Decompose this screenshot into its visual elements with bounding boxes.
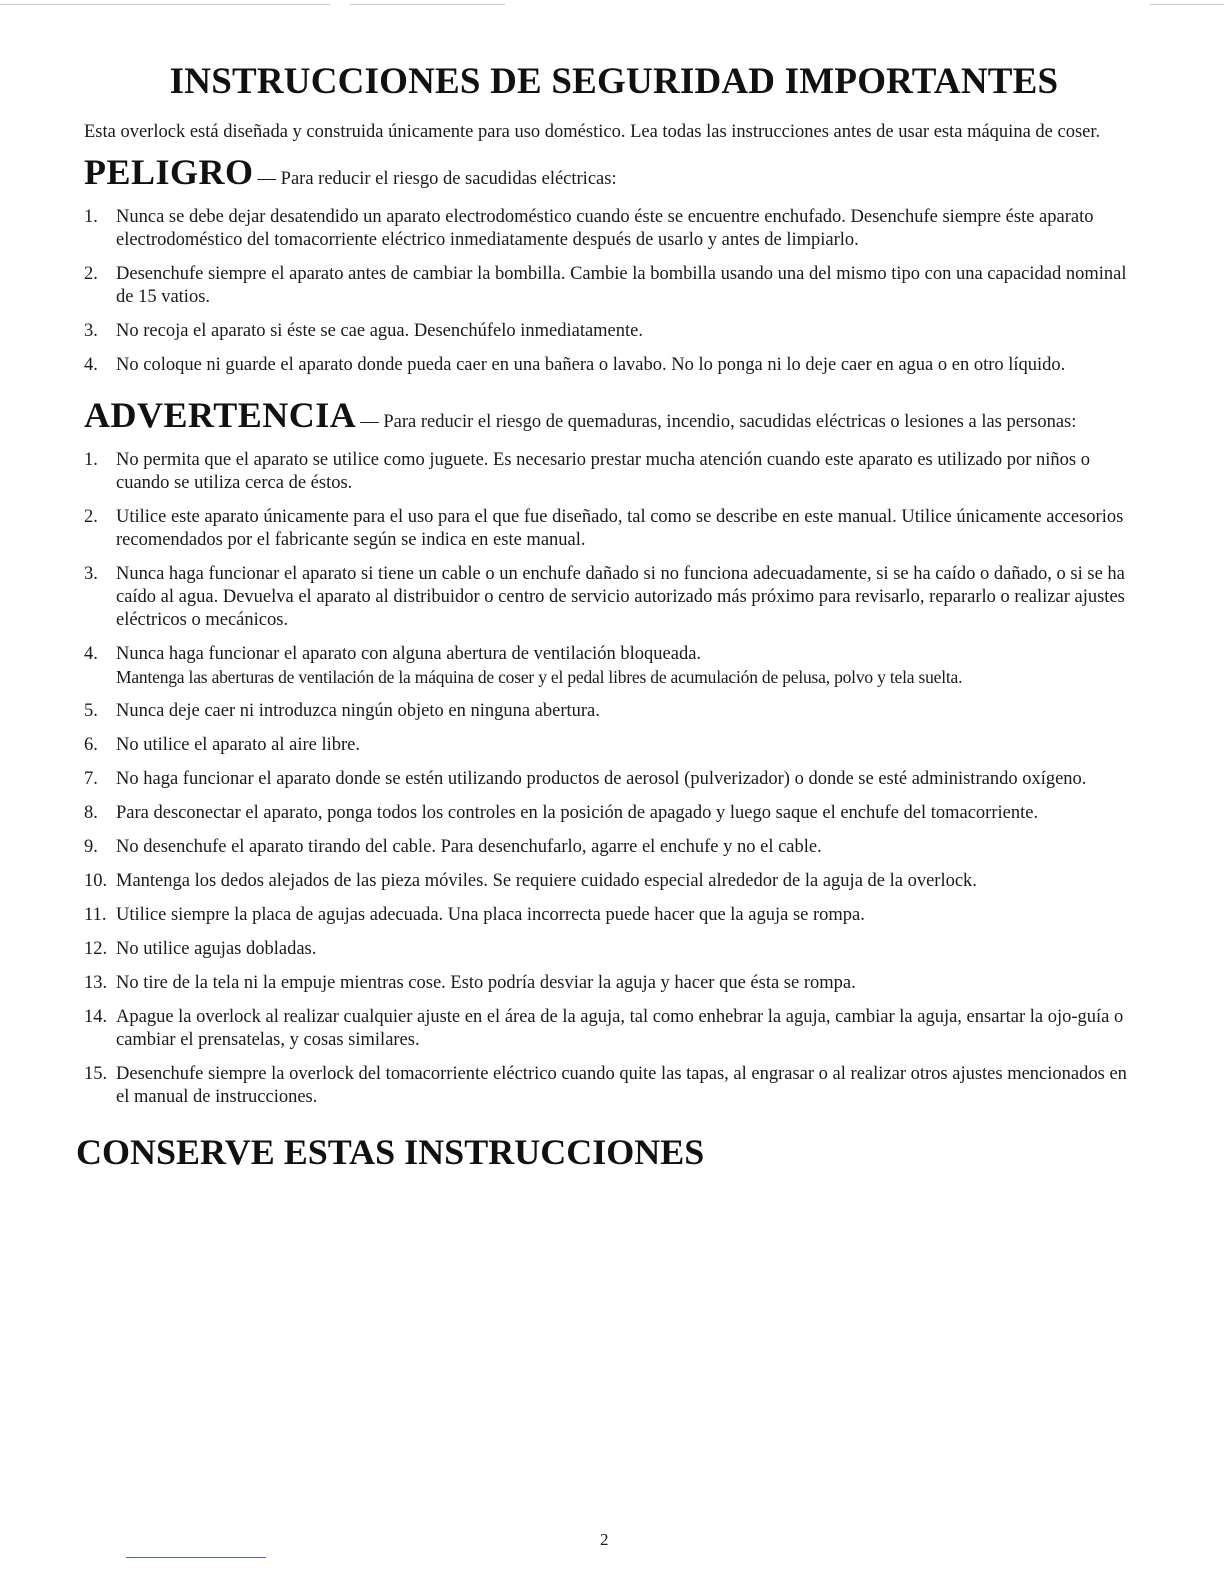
item-text: Mantenga los dedos alejados de las pieza móviles. Se requiere cuidado especial alrededor de la aguja de la overlock. [116,871,977,891]
warning-heading: ADVERTENCIA [84,395,357,435]
item-text-block [116,354,1144,377]
item-text-block [116,320,1144,343]
item-text-block [116,768,1144,791]
item-number: 7. [84,769,98,789]
item-number: 14. [84,1007,108,1027]
item-text: No coloque ni guarde el aparato donde pueda caer en una bañera o lavabo. No lo ponga ni lo deje caer en agua o en otro líquido. [116,355,1066,375]
item-text-block [116,206,1144,252]
item-number: 15. [84,1064,108,1084]
item-text: No desenchufe el aparato tirando del cable. Para desenchufarlo, agarre el enchufe y no el cable. [116,837,822,857]
item-number: 12. [84,939,108,959]
item-number: 6. [84,735,98,755]
list-item [84,938,1144,961]
item-number: 1. [84,450,98,470]
document-page [76,60,1144,1173]
item-number: 3. [84,564,98,584]
page-title: INSTRUCCIONES DE SEGURIDAD IMPORTANTES [169,61,1059,102]
intro-paragraph: Esta overlock está diseñada y construida únicamente para uso doméstico. Lea todas las instrucciones antes de usar esta máquina de coser. [84,122,1101,142]
item-text: Desenchufe siempre el aparato antes de cambiar la bombilla. Cambie la bombilla usando una del mismo tipo con una capacidad nominal de 15 vatios. [116,264,1127,307]
scan-edge-line [1150,4,1224,5]
item-text: Nunca se debe dejar desatendido un aparato electrodoméstico cuando éste se encuentre enchufado. Desenchufe siempre éste aparato electrodoméstico del tomacorriente eléctrico inmediatamente después de usarlo y antes de limpiarlo. [116,207,1094,250]
warning-section-header [84,395,1144,435]
item-text-block [116,643,1144,689]
item-text: Utilice siempre la placa de agujas adecuada. Una placa incorrecta puede hacer que la aguja se rompa. [116,905,865,925]
item-text-block [116,263,1144,309]
item-text-block [116,449,1144,495]
closing-title: CONSERVE ESTAS INSTRUCCIONES [76,1132,705,1172]
list-item [84,563,1144,632]
item-text: Utilice este aparato únicamente para el uso para el que fue diseñado, tal como se describe en este manual. Utilice únicamente accesorios recomendados por el fabricante según se indica en este manual. [116,507,1124,550]
item-text: Nunca haga funcionar el aparato con alguna abertura de ventilación bloqueada. [116,644,702,664]
item-text: No utilice agujas dobladas. [116,939,317,959]
item-text-block [116,1063,1144,1109]
scan-edge-line [350,4,505,5]
item-number: 8. [84,803,98,823]
item-number: 1. [84,207,98,227]
item-number: 13. [84,973,108,993]
danger-list [84,206,1144,377]
item-text-block [116,506,1144,552]
list-item [84,1006,1144,1052]
warning-list [84,449,1144,1109]
item-text-block [116,700,1144,723]
item-number: 5. [84,701,98,721]
item-subline: Mantenga las aberturas de ventilación de la máquina de coser y el pedal libres de acumulación de pelusa, polvo y tela suelta. [116,667,963,687]
item-number: 10. [84,871,108,891]
danger-section-header [84,152,1144,192]
item-number: 9. [84,837,98,857]
list-item [84,768,1144,791]
list-item [84,700,1144,723]
item-text: Para desconectar el aparato, ponga todos los controles en la posición de apagado y luego saque el enchufe del tomacorriente. [116,803,1039,823]
list-item [84,734,1144,757]
warning-note: — Para reducir el riesgo de quemaduras, incendio, sacudidas eléctricas o lesiones a las personas: [360,412,1077,432]
list-item [84,870,1144,893]
item-text: No tire de la tela ni la empuje mientras cose. Esto podría desviar la aguja y hacer que ésta se rompa. [116,973,856,993]
list-item [84,320,1144,343]
list-item [84,354,1144,377]
item-text: No utilice el aparato al aire libre. [116,735,360,755]
item-number: 3. [84,321,98,341]
item-text-block [116,1006,1144,1052]
item-number: 2. [84,507,98,527]
list-item [84,802,1144,825]
list-item [84,1063,1144,1109]
item-text: Apague la overlock al realizar cualquier ajuste en el área de la aguja, tal como enhebrar la aguja, cambiar la aguja, ensartar la ojo-guía o cambiar el prensatelas, y cosas similares. [116,1007,1124,1050]
item-text: No haga funcionar el aparato donde se estén utilizando productos de aerosol (pulverizador) o donde se esté administrando oxígeno. [116,769,1087,789]
item-text-block [116,802,1144,825]
danger-note: — Para reducir el riesgo de sacudidas eléctricas: [257,169,617,189]
list-item [84,836,1144,859]
list-item [84,904,1144,927]
item-text: Desenchufe siempre la overlock del tomacorriente eléctrico cuando quite las tapas, al engrasar o al realizar otros ajustes mencionados en el manual de instrucciones. [116,1064,1127,1107]
page-number: 2 [600,1530,609,1549]
item-text-block [116,972,1144,995]
item-number: 4. [84,355,98,375]
item-number: 4. [84,644,98,664]
item-text-block [116,938,1144,961]
item-text-block [116,870,1144,893]
item-text: No permita que el aparato se utilice como juguete. Es necesario prestar mucha atención cuando este aparato es utilizado por niños o cuando se utiliza cerca de éstos. [116,450,1090,493]
list-item [84,643,1144,689]
list-item [84,206,1144,252]
item-text-block [116,734,1144,757]
item-text: No recoja el aparato si éste se cae agua. Desenchúfelo inmediatamente. [116,321,643,341]
danger-heading: PELIGRO [84,152,254,192]
list-item [84,972,1144,995]
item-number: 2. [84,264,98,284]
item-text-block [116,563,1144,632]
item-text: Nunca haga funcionar el aparato si tiene un cable o un enchufe dañado si no funciona adecuadamente, si se ha caído o dañado, o si se ha caído al agua. Devuelva el aparato al distribuidor o centro de servicio autorizado más próximo para revisarlo, repararlo o realizar ajustes eléctricos o mecánicos. [116,564,1125,630]
footer-rule [126,1557,266,1558]
item-text: Nunca deje caer ni introduzca ningún objeto en ninguna abertura. [116,701,600,721]
item-text-block [116,836,1144,859]
item-number: 11. [84,905,107,925]
list-item [84,506,1144,552]
scan-edge-line [0,4,330,5]
item-text-block [116,904,1144,927]
list-item [84,449,1144,495]
list-item [84,263,1144,309]
